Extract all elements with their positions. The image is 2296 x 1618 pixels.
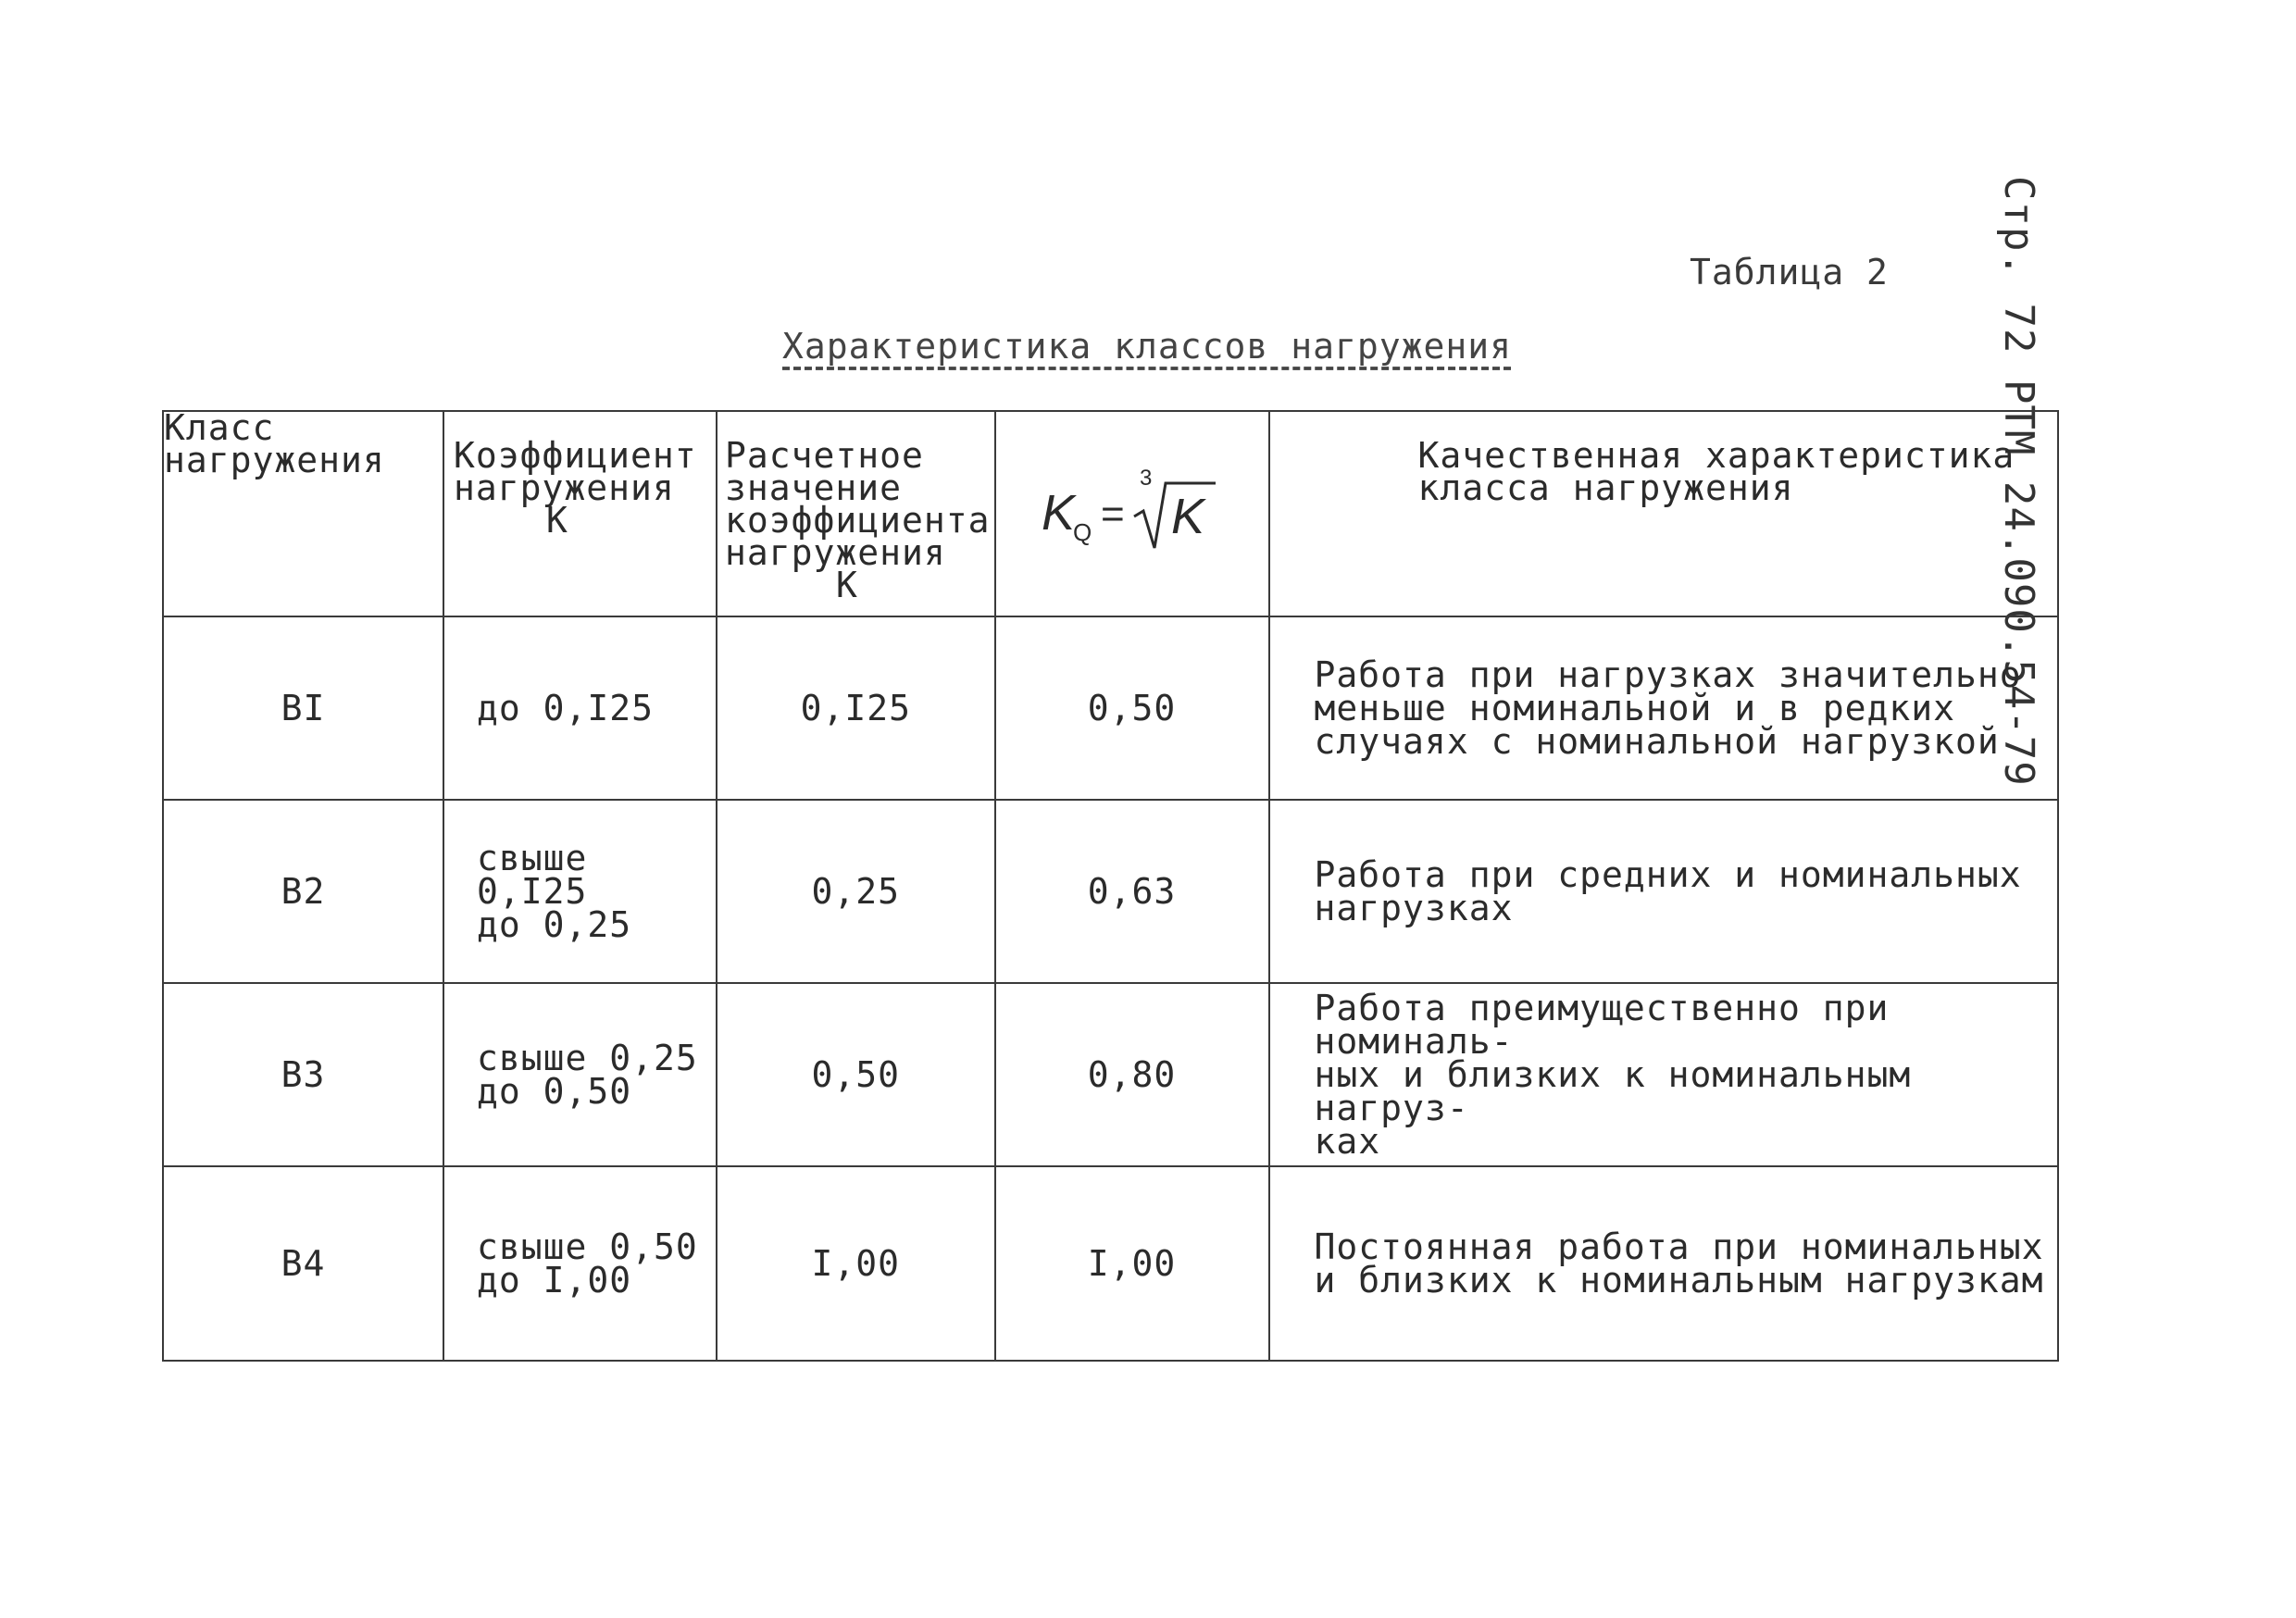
header-text: нагружения xyxy=(454,467,675,508)
header-load-class xyxy=(163,407,443,616)
svg-text:=: = xyxy=(1100,492,1126,537)
coef-line: свыше 0,25 xyxy=(477,1038,698,1078)
page-reference: Стр. 72 РТМ 24.090.54-79 xyxy=(1995,176,2042,787)
cell-kq: 0,50 xyxy=(995,616,1269,800)
cell-calculated: 0,25 xyxy=(717,800,995,983)
cell-class: B2 xyxy=(163,800,443,983)
cell-description xyxy=(1269,800,2058,983)
table-row xyxy=(163,983,2058,1166)
cell-calculated: 0,50 xyxy=(717,983,995,1166)
desc-line: Постоянная работа при номинальных xyxy=(1314,1226,2044,1267)
table-header-row xyxy=(163,411,2058,616)
header-qualitative-description xyxy=(1269,411,2058,616)
desc-line: Работа преимущественно при номиналь- xyxy=(1314,988,1890,1062)
cell-coefficient xyxy=(443,800,717,983)
cell-calculated: I,00 xyxy=(717,1166,995,1361)
header-text: нагружения xyxy=(725,532,946,573)
cell-class: BI xyxy=(163,616,443,800)
cell-class: B3 xyxy=(163,983,443,1166)
cell-description xyxy=(1269,616,2058,800)
coef-line: до 0,50 xyxy=(477,1071,632,1112)
desc-line: нагрузках xyxy=(1314,888,1514,928)
header-text: коэффициента xyxy=(725,500,991,541)
table-title: Характеристика классов нагружения xyxy=(782,326,1512,367)
desc-line: Работа при средних и номинальных xyxy=(1314,854,2022,895)
header-text: Коэффициент xyxy=(454,435,697,476)
header-text: нагружения xyxy=(164,440,385,480)
coef-line: до 0,25 xyxy=(477,904,632,945)
cell-kq: 0,80 xyxy=(995,983,1269,1166)
header-formula xyxy=(995,411,1269,616)
svg-text:K: K xyxy=(1041,485,1076,541)
svg-text:3: 3 xyxy=(1139,466,1153,491)
desc-line: меньше номинальной и в редких xyxy=(1314,688,1956,728)
header-text: Качественная характеристика xyxy=(1417,435,2015,476)
coef-line: свыше 0,I25 xyxy=(477,838,588,912)
header-calculated-value xyxy=(717,411,995,616)
header-text: значение xyxy=(725,467,903,508)
desc-line: случаях с номинальной нагрузкой xyxy=(1314,721,2000,762)
svg-text:K: K xyxy=(1170,489,1205,544)
coef-line: свыше 0,50 xyxy=(477,1226,698,1267)
header-text: Расчетное xyxy=(725,435,924,476)
table-row xyxy=(163,1166,2058,1361)
svg-text:Q: Q xyxy=(1072,518,1092,546)
table-row xyxy=(163,800,2058,983)
cell-calculated: 0,I25 xyxy=(717,616,995,800)
header-text: K xyxy=(836,565,858,605)
cell-coefficient xyxy=(443,616,717,800)
cell-class: B4 xyxy=(163,1166,443,1361)
table-row xyxy=(163,616,2058,800)
cell-coefficient xyxy=(443,1166,717,1361)
cell-kq: I,00 xyxy=(995,1166,1269,1361)
header-load-coefficient xyxy=(443,411,717,616)
load-classes-table xyxy=(162,407,2059,1362)
desc-line: Работа при нагрузках значительно xyxy=(1314,654,2022,695)
desc-line: ках xyxy=(1314,1121,1381,1162)
cell-description xyxy=(1269,983,2058,1166)
cube-root-formula xyxy=(1030,463,1234,565)
table-label: Таблица 2 xyxy=(1690,252,1889,292)
cell-description xyxy=(1269,1166,2058,1361)
coef-line: до I,00 xyxy=(477,1260,632,1301)
cell-coefficient xyxy=(443,983,717,1166)
header-text: класса нагружения xyxy=(1417,467,1794,508)
header-text: Класс xyxy=(164,407,275,448)
desc-line: и близких к номинальным нагрузкам xyxy=(1314,1260,2044,1301)
cell-kq: 0,63 xyxy=(995,800,1269,983)
header-text: K xyxy=(546,500,568,541)
desc-line: ных и близких к номинальным нагруз- xyxy=(1314,1054,1912,1128)
coef-line: до 0,I25 xyxy=(477,688,655,728)
